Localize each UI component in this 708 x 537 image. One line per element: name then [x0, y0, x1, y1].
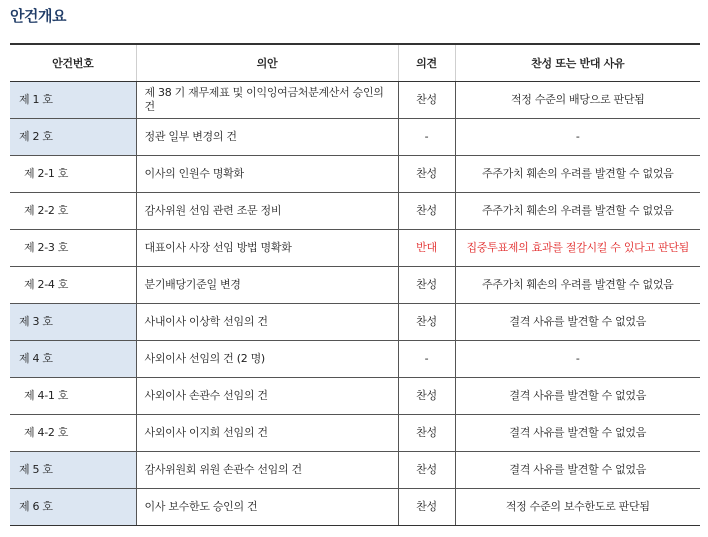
agenda-number-cell: 제 1 호: [10, 82, 136, 119]
section-title: 안건개요: [10, 7, 66, 25]
reason-cell: 결격 사유를 발견할 수 없었음: [455, 304, 700, 341]
table-row: [10, 267, 700, 304]
opinion-cell: 찬성: [398, 452, 455, 489]
agenda-number-cell: 제 4 호: [10, 341, 136, 378]
table-row: [10, 341, 700, 378]
table-row: [10, 156, 700, 193]
reason-cell: 주주가치 훼손의 우려를 발견할 수 없었음: [455, 267, 700, 304]
reason-cell: -: [455, 119, 700, 156]
agenda-number-cell: 제 2 호: [10, 119, 136, 156]
reason-cell: 적정 수준의 보수한도로 판단됨: [455, 489, 700, 526]
opinion-cell: 반대: [398, 230, 455, 267]
agenda-number-cell: 제 2-2 호: [10, 193, 136, 230]
agenda-table: [10, 43, 700, 526]
table-row: [10, 119, 700, 156]
agenda-number-cell: 제 2-3 호: [10, 230, 136, 267]
agenda-table-body: [10, 82, 700, 526]
agenda-item-cell: 이사 보수한도 승인의 건: [136, 489, 398, 526]
reason-cell: 결격 사유를 발견할 수 없었음: [455, 452, 700, 489]
opinion-cell: -: [398, 119, 455, 156]
table-row: [10, 489, 700, 526]
table-row: [10, 193, 700, 230]
opinion-cell: 찬성: [398, 82, 455, 119]
agenda-item-cell: 정관 일부 변경의 건: [136, 119, 398, 156]
table-row: [10, 304, 700, 341]
header-agenda-item: 의안: [136, 44, 398, 82]
agenda-item-cell: 분기배당기준일 변경: [136, 267, 398, 304]
agenda-number-cell: 제 2-1 호: [10, 156, 136, 193]
opinion-cell: -: [398, 341, 455, 378]
agenda-item-cell: 감사위원회 위원 손관수 선임의 건: [136, 452, 398, 489]
agenda-item-cell: 감사위원 선임 관련 조문 정비: [136, 193, 398, 230]
header-agenda-number: 안건번호: [10, 44, 136, 82]
header-row: [10, 44, 700, 82]
header-reason: 찬성 또는 반대 사유: [455, 44, 700, 82]
opinion-cell: 찬성: [398, 489, 455, 526]
opinion-cell: 찬성: [398, 415, 455, 452]
table-row: [10, 415, 700, 452]
reason-cell: 집중투표제의 효과를 절감시킬 수 있다고 판단됨: [455, 230, 700, 267]
opinion-cell: 찬성: [398, 193, 455, 230]
reason-cell: 주주가치 훼손의 우려를 발견할 수 없었음: [455, 193, 700, 230]
table-row: [10, 82, 700, 119]
agenda-item-cell: 사내이사 이상학 선임의 건: [136, 304, 398, 341]
agenda-item-cell: 대표이사 사장 선임 방법 명확화: [136, 230, 398, 267]
agenda-item-cell: 사외이사 선임의 건 (2 명): [136, 341, 398, 378]
agenda-number-cell: 제 4-1 호: [10, 378, 136, 415]
opinion-cell: 찬성: [398, 304, 455, 341]
table-row: [10, 230, 700, 267]
agenda-item-cell: 사외이사 손관수 선임의 건: [136, 378, 398, 415]
reason-cell: 결격 사유를 발견할 수 없었음: [455, 415, 700, 452]
table-row: [10, 452, 700, 489]
agenda-number-cell: 제 5 호: [10, 452, 136, 489]
opinion-cell: 찬성: [398, 156, 455, 193]
agenda-item-cell: 사외이사 이지희 선임의 건: [136, 415, 398, 452]
agenda-item-cell: 이사의 인원수 명확화: [136, 156, 398, 193]
reason-cell: -: [455, 341, 700, 378]
reason-cell: 주주가치 훼손의 우려를 발견할 수 없었음: [455, 156, 700, 193]
agenda-item-cell: 제 38 기 재무제표 및 이익잉여금처분계산서 승인의 건: [136, 82, 398, 119]
header-opinion: 의견: [398, 44, 455, 82]
agenda-table-header: [10, 44, 700, 82]
agenda-number-cell: 제 6 호: [10, 489, 136, 526]
reason-cell: 결격 사유를 발견할 수 없었음: [455, 378, 700, 415]
opinion-cell: 찬성: [398, 378, 455, 415]
reason-cell: 적정 수준의 배당으로 판단됨: [455, 82, 700, 119]
opinion-cell: 찬성: [398, 267, 455, 304]
table-row: [10, 378, 700, 415]
agenda-number-cell: 제 4-2 호: [10, 415, 136, 452]
agenda-number-cell: 제 3 호: [10, 304, 136, 341]
agenda-number-cell: 제 2-4 호: [10, 267, 136, 304]
